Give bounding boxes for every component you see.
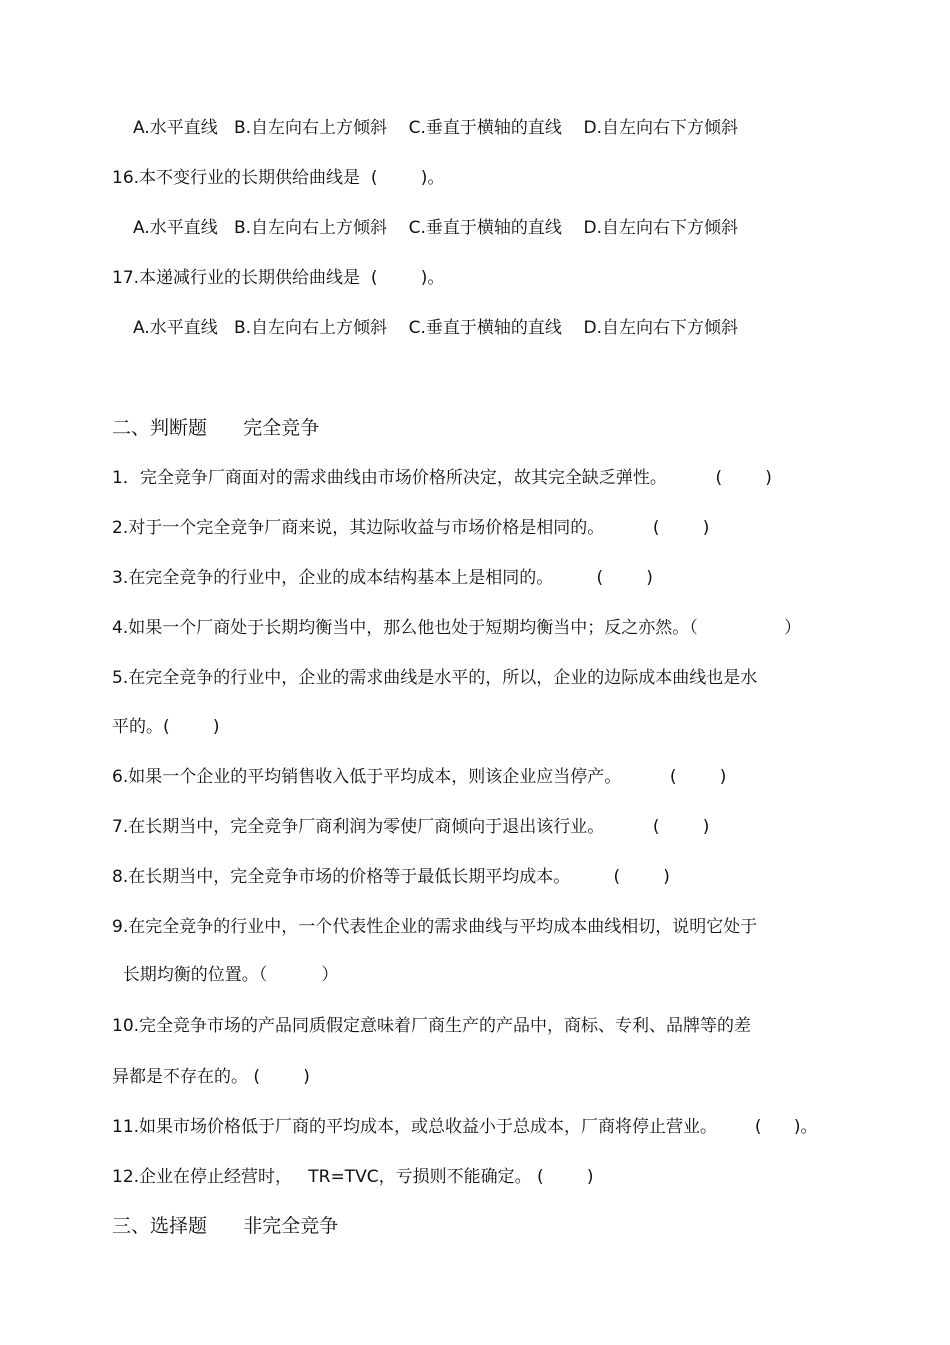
section-2-heading: 二、判断题 完全竞争 bbox=[112, 417, 320, 439]
judgment-4: 4.如果一个厂商处于长期均衡当中，那么他也处于短期均衡当中；反之亦然。（ ） bbox=[112, 618, 802, 638]
judgment-5-line-2: 平的。( ) bbox=[112, 717, 220, 737]
options-q16: A.水平直线 B.自左向右上方倾斜 C.垂直于横轴的直线 D.自左向右下方倾斜 bbox=[133, 218, 739, 238]
judgment-10-line-1: 10.完全竞争市场的产品同质假定意味着厂商生产的产品中，商标、专利、品牌等的差 bbox=[112, 1016, 752, 1036]
judgment-1: 1．完全竞争厂商面对的需求曲线由市场价格所决定，故其完全缺乏弹性。 ( ) bbox=[112, 468, 772, 488]
judgment-5-line-1: 5.在完全竞争的行业中，企业的需求曲线是水平的，所以，企业的边际成本曲线也是水 bbox=[112, 668, 758, 688]
options-q15: A.水平直线 B.自左向右上方倾斜 C.垂直于横轴的直线 D.自左向右下方倾斜 bbox=[133, 118, 739, 138]
section-3-heading: 三、选择题 非完全竞争 bbox=[112, 1215, 339, 1237]
judgment-9-line-1: 9.在完全竞争的行业中，一个代表性企业的需求曲线与平均成本曲线相切，说明它处于 bbox=[112, 917, 758, 937]
judgment-3: 3.在完全竞争的行业中，企业的成本结构基本上是相同的。 ( ) bbox=[112, 568, 653, 588]
judgment-9-line-2: 长期均衡的位置。（ ） bbox=[112, 965, 339, 985]
question-16: 16.本不变行业的长期供给曲线是 ( )。 bbox=[112, 168, 445, 188]
judgment-12: 12.企业在停止经营时， TR=TVC，亏损则不能确定。 ( ) bbox=[112, 1167, 594, 1187]
judgment-7: 7.在长期当中，完全竞争厂商利润为零使厂商倾向于退出该行业。 ( ) bbox=[112, 817, 710, 837]
judgment-10-line-2: 异都是不存在的。 ( ) bbox=[112, 1067, 310, 1087]
judgment-11: 11.如果市场价格低于厂商的平均成本，或总收益小于总成本，厂商将停止营业。 ( )。 bbox=[112, 1117, 818, 1137]
options-q17: A.水平直线 B.自左向右上方倾斜 C.垂直于横轴的直线 D.自左向右下方倾斜 bbox=[133, 318, 739, 338]
question-17: 17.本递减行业的长期供给曲线是 ( )。 bbox=[112, 268, 445, 288]
judgment-6: 6.如果一个企业的平均销售收入低于平均成本，则该企业应当停产。 ( ) bbox=[112, 767, 727, 787]
judgment-8: 8.在长期当中，完全竞争市场的价格等于最低长期平均成本。 ( ) bbox=[112, 867, 670, 887]
judgment-2: 2.对于一个完全竞争厂商来说，其边际收益与市场价格是相同的。 ( ) bbox=[112, 518, 710, 538]
